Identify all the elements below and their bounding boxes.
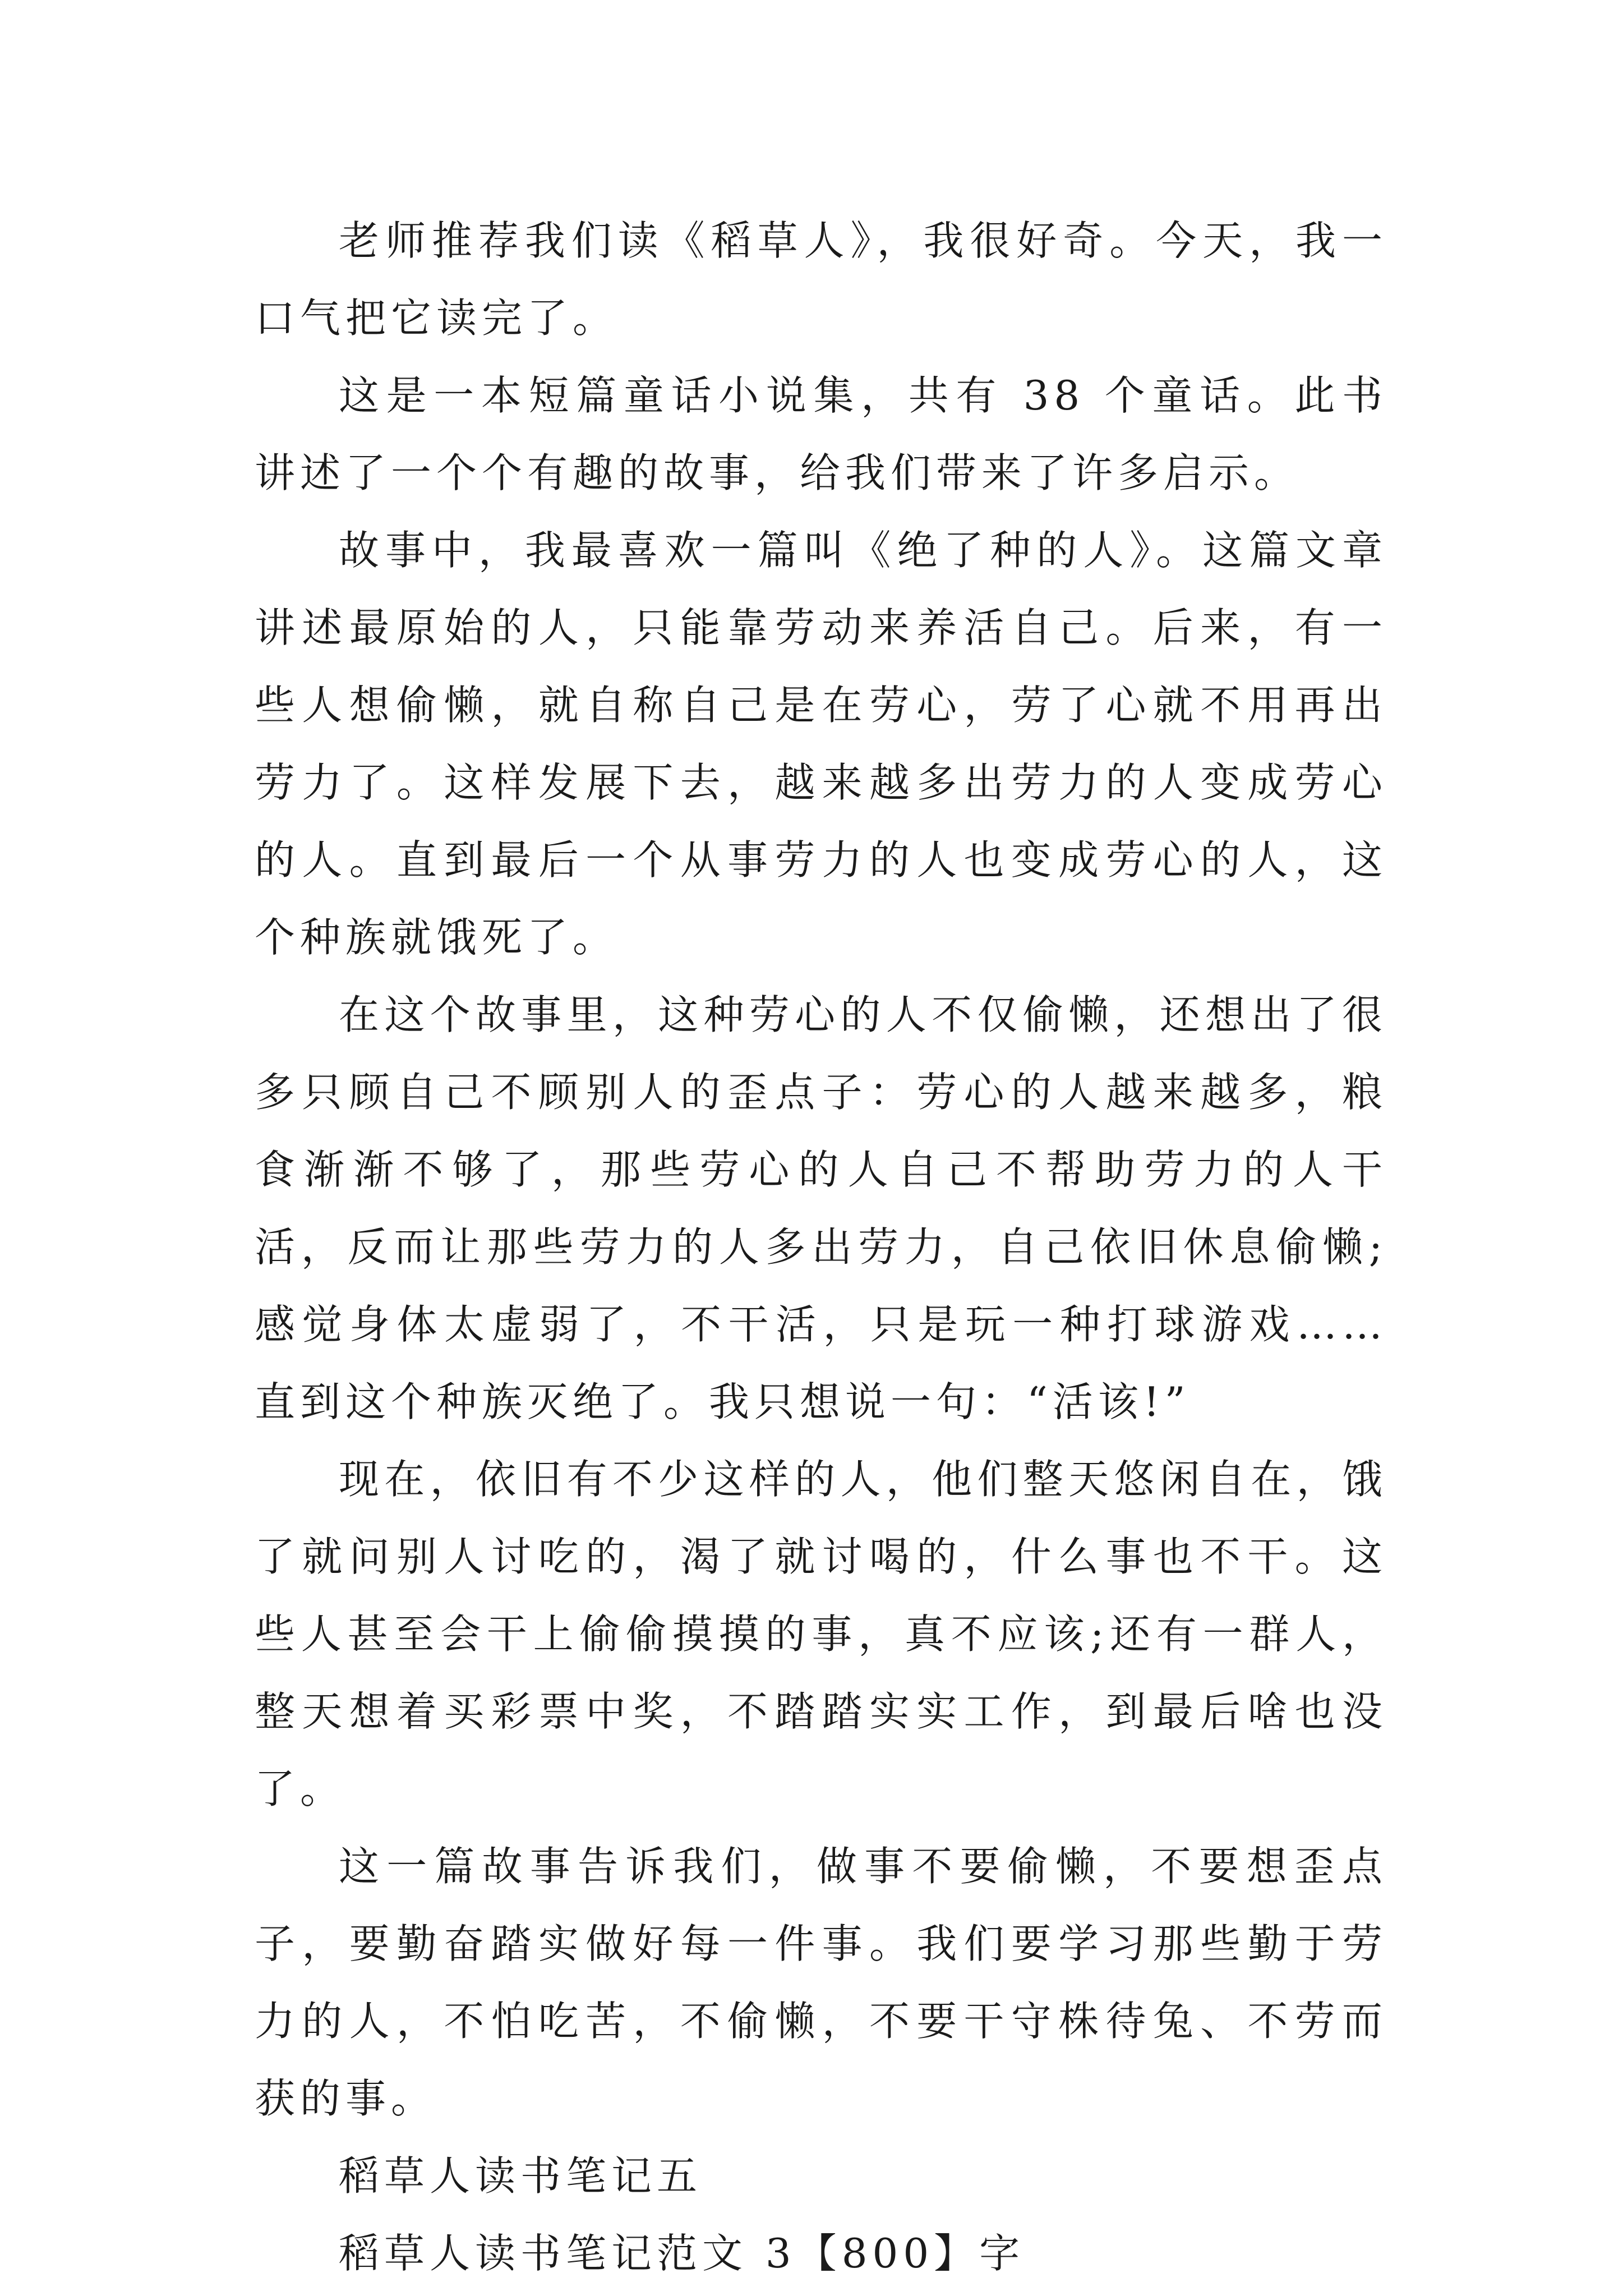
paragraph-6: 这一篇故事告诉我们，做事不要偷懒，不要想歪点子，要勤奋踏实做好每一件事。我们要学习那些勤于劳力的人，不怕吃苦，不偷懒，不要干守株待兔、不劳而获的事。 xyxy=(255,1843,1387,2122)
paragraph-4: 在这个故事里，这种劳心的人不仅偷懒，还想出了很多只顾自己不顾别人的歪点子：劳心的人越来越多，粮食渐渐不够了，那些劳心的人自己不帮助劳力的人干活，反而让那些劳力的人多出劳力，自己依旧休息偷懒;感觉身体太虚弱了，不干活，只是玩一种打球游戏……直到这个种族灭绝了。我只想说一句：“活该!” xyxy=(255,991,1387,1425)
document-body xyxy=(255,202,1387,2292)
paragraph-3: 故事中，我最喜欢一篇叫《绝了种的人》。这篇文章讲述最原始的人，只能靠劳动来养活自己。后来，有一些人想偷懒，就自称自己是在劳心，劳了心就不用再出劳力了。这样发展下去，越来越多出劳力的人变成劳心的人。直到最后一个从事劳力的人也变成劳心的人，这个种族就饿死了。 xyxy=(255,527,1387,961)
paragraph-2: 这是一本短篇童话小说集，共有 38 个童话。此书讲述了一个个有趣的故事，给我们带来了许多启示。 xyxy=(255,372,1387,496)
paragraph-1: 老师推荐我们读《稻草人》，我很好奇。今天，我一口气把它读完了。 xyxy=(255,217,1387,342)
paragraph-5: 现在，依旧有不少这样的人，他们整天悠闲自在，饿了就问别人讨吃的，渴了就讨喝的，什么事也不干。这些人甚至会干上偷偷摸摸的事，真不应该;还有一群人，整天想着买彩票中奖，不踏踏实实工作，到最后啥也没了。 xyxy=(255,1456,1387,1812)
section-heading-1: 稻草人读书笔记五 xyxy=(339,2152,703,2200)
section-heading-2: 稻草人读书笔记范文 3【800】字 xyxy=(339,2230,1025,2277)
